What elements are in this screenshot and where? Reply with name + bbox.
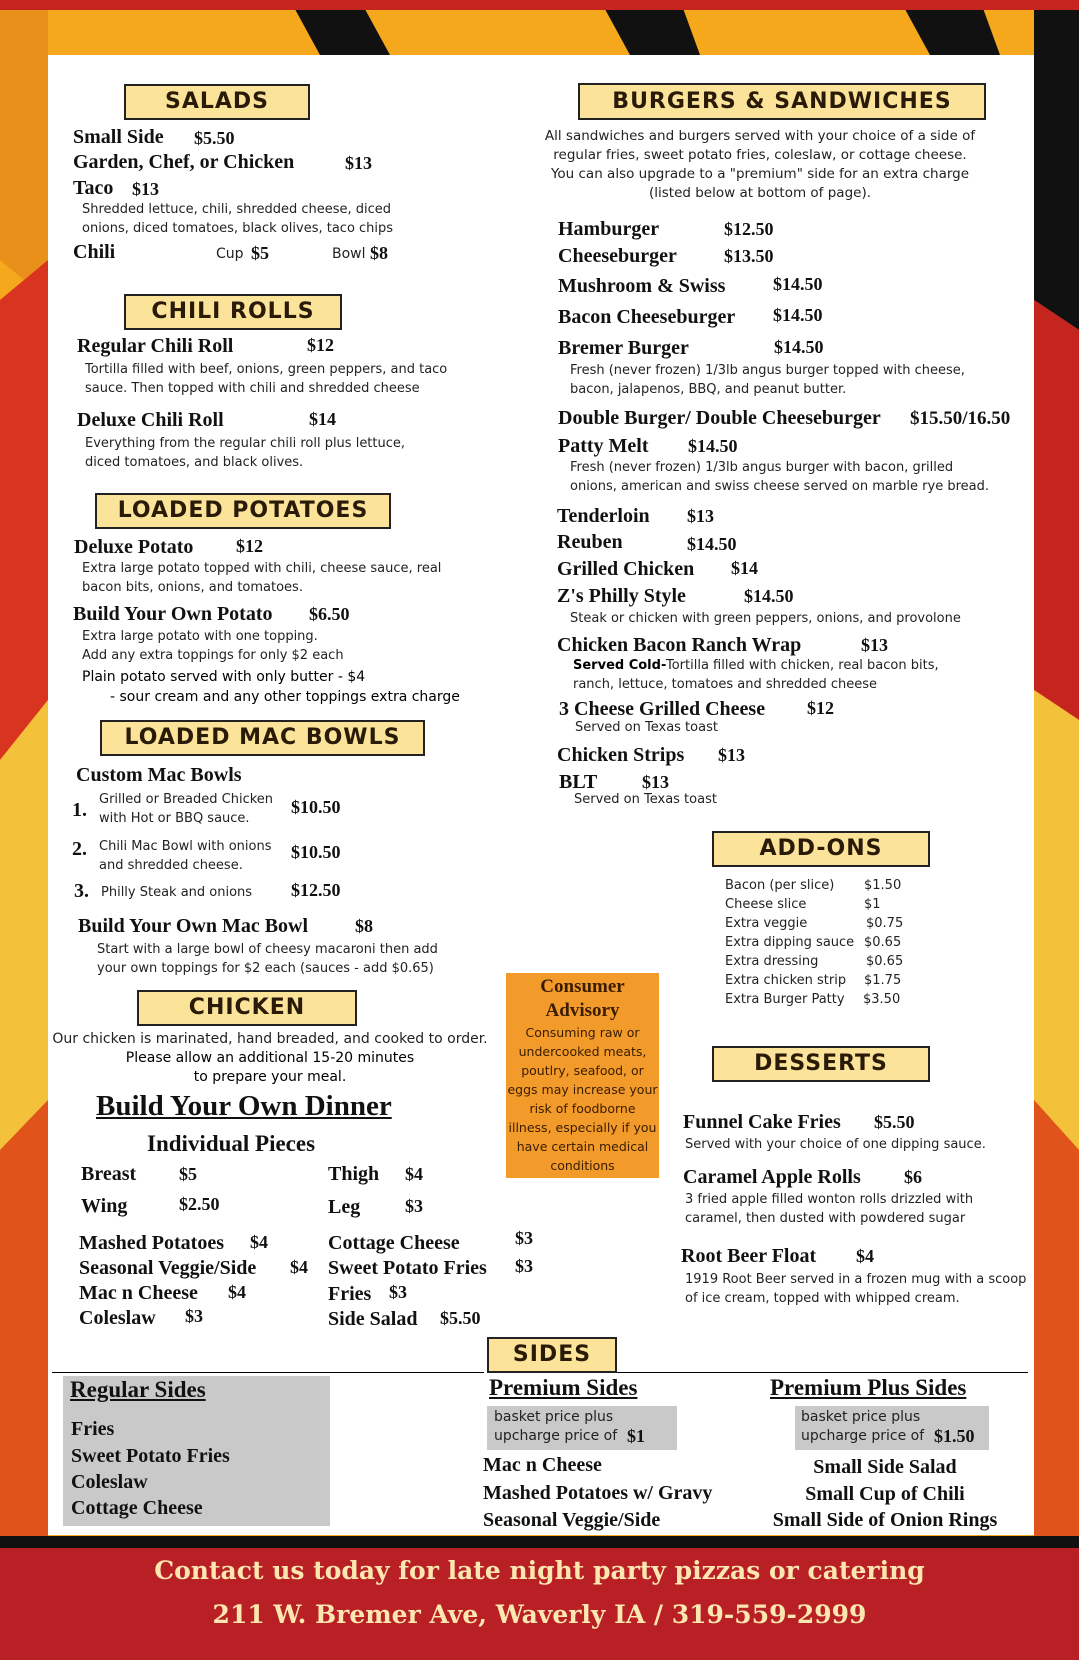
piece-breast-name: Breast <box>81 1163 137 1185</box>
footer-black-band <box>0 1536 1079 1548</box>
tenderloin-price: $13 <box>687 506 714 526</box>
chili-bowl-label: Bowl <box>332 246 366 262</box>
loaded-potatoes-header: LOADED POTATOES <box>95 493 391 529</box>
piece-wing-price: $2.50 <box>179 1194 220 1214</box>
small-side-name: Small Side <box>73 126 164 148</box>
addon-price: $1.75 <box>864 973 902 988</box>
addon-name: Extra chicken strip <box>725 973 847 988</box>
blt-desc: Served on Texas toast <box>574 792 717 807</box>
reuben-name: Reuben <box>557 531 623 553</box>
addon-price: $0.65 <box>866 954 904 969</box>
grilled-cheese-name: 3 Cheese Grilled Cheese <box>559 698 766 720</box>
taco-salad-desc: Shredded lettuce, chili, shredded cheese, diced onions, diced tomatoes, black olives, taco chips <box>82 202 394 236</box>
premium-plus-note-2: upcharge price of <box>801 1428 925 1444</box>
burgers-intro-1: All sandwiches and burgers served with your choice of a side of <box>544 128 976 144</box>
addon-price: $1 <box>864 897 881 912</box>
garden-salad-name: Garden, Chef, or Chicken <box>73 151 295 173</box>
regular-side-item: Fries <box>71 1418 115 1440</box>
deluxe-chili-roll-desc: Everything from the regular chili roll plus lettuce, diced tomatoes, and black olives. <box>85 436 406 470</box>
byo-potato-desc-1: Extra large potato with one topping. <box>82 629 318 644</box>
addon-name: Bacon (per slice) <box>725 878 835 893</box>
advisory-line: eggs may increase your <box>507 1082 658 1097</box>
bremer-burger-name: Bremer Burger <box>558 337 689 359</box>
byo-mac-price: $8 <box>355 916 373 936</box>
side-mac-price: $4 <box>228 1282 246 1302</box>
reuben-price: $14.50 <box>687 534 737 554</box>
double-burger-name: Double Burger/ Double Cheeseburger <box>558 407 881 429</box>
loaded-mac-bowls-header: LOADED MAC BOWLS <box>100 720 425 756</box>
grilled-cheese-price: $12 <box>807 698 834 718</box>
chili-bowl-price: $8 <box>370 243 388 263</box>
addon-name: Extra dressing <box>725 954 819 969</box>
burgers-intro-2: regular fries, sweet potato fries, coleslaw, or cottage cheese. <box>553 147 967 163</box>
philly-desc: Steak or chicken with green peppers, onions, and provolone <box>570 611 961 626</box>
side-sweet-potato-name: Sweet Potato Fries <box>328 1257 487 1279</box>
mushroom-swiss-price: $14.50 <box>773 274 823 294</box>
advisory-line: poutlry, seafood, or <box>521 1063 644 1078</box>
consumer-advisory-box <box>506 973 659 1178</box>
bacon-cheeseburger-name: Bacon Cheeseburger <box>558 306 736 328</box>
advisory-line: Consuming raw or <box>525 1025 640 1040</box>
chicken-header: CHICKEN <box>137 990 357 1026</box>
wrap-price: $13 <box>861 635 888 655</box>
premium-upcharge: $1 <box>627 1426 645 1446</box>
deluxe-potato-price: $12 <box>236 536 263 556</box>
regular-chili-roll-name: Regular Chili Roll <box>77 335 234 357</box>
byo-potato-desc-4: - sour cream and any other toppings extra charge <box>110 689 460 705</box>
regular-side-item: Cottage Cheese <box>71 1497 203 1519</box>
wrap-cold: Served Cold- <box>573 658 667 673</box>
sides-divider-left <box>52 1372 484 1373</box>
mac-item-2-num: 2. <box>72 838 87 860</box>
footer-contact-line: Contact us today for late night party pizzas or catering <box>154 1556 925 1585</box>
taco-salad-price: $13 <box>132 179 159 199</box>
burgers-header: BURGERS & SANDWICHES <box>578 83 986 120</box>
deluxe-potato-name: Deluxe Potato <box>74 536 194 558</box>
chicken-info-2: Please allow an additional 15-20 minutes <box>125 1050 415 1066</box>
grilled-chicken-name: Grilled Chicken <box>557 558 695 580</box>
premium-side-item: Mac n Cheese <box>483 1454 602 1476</box>
patty-melt-desc-2: onions, american and swiss cheese served on marble rye bread. <box>570 479 989 494</box>
deluxe-chili-roll-name: Deluxe Chili Roll <box>77 409 224 431</box>
mac-item-1-num: 1. <box>72 799 87 821</box>
wrap-desc-2: ranch, lettuce, tomatoes and shredded cheese <box>573 677 877 692</box>
addon-name: Extra dipping sauce <box>725 935 855 950</box>
small-side-price: $5.50 <box>194 128 235 148</box>
side-salad-price: $5.50 <box>440 1308 481 1328</box>
salads-header: SALADS <box>124 84 310 120</box>
byo-potato-desc-3: Plain potato served with only butter - $4 <box>82 669 366 685</box>
cheeseburger-name: Cheeseburger <box>558 245 677 267</box>
regular-sides-title: Regular Sides <box>70 1377 206 1402</box>
garden-salad-price: $13 <box>345 153 372 173</box>
advisory-line: illness, especially if you <box>508 1120 657 1135</box>
mac-item-1-line2: with Hot or BBQ sauce. <box>99 811 250 826</box>
byo-potato-name: Build Your Own Potato <box>73 603 273 625</box>
bremer-burger-desc-1: Fresh (never frozen) 1/3lb angus burger topped with cheese, <box>570 363 965 378</box>
piece-wing-name: Wing <box>81 1195 128 1217</box>
grilled-cheese-desc: Served on Texas toast <box>575 720 718 735</box>
advisory-title-2: Advisory <box>545 1000 620 1021</box>
root-beer-float-desc-1: 1919 Root Beer served in a frozen mug with a scoop <box>685 1272 1027 1287</box>
individual-pieces-title: Individual Pieces <box>147 1131 316 1156</box>
regular-chili-roll-desc: Tortilla filled with beef, onions, green peppers, and taco sauce. Then topped with chili and shredded cheese <box>85 362 448 396</box>
side-mashed-price: $4 <box>250 1232 268 1252</box>
cheeseburger-price: $13.50 <box>724 246 774 266</box>
advisory-line: risk of foodborne <box>529 1101 636 1116</box>
mac-item-3-num: 3. <box>74 880 89 902</box>
piece-thigh-name: Thigh <box>328 1163 380 1185</box>
burgers-intro-3: You can also upgrade to a "premium" side for an extra charge <box>550 166 970 182</box>
bremer-burger-price: $14.50 <box>774 337 824 357</box>
side-mashed-name: Mashed Potatoes <box>79 1232 224 1254</box>
build-your-own-dinner-title: Build Your Own Dinner <box>96 1090 392 1122</box>
regular-side-item: Coleslaw <box>71 1471 148 1493</box>
piece-leg-price: $3 <box>405 1196 423 1216</box>
root-beer-float-price: $4 <box>856 1246 874 1266</box>
regular-side-item: Sweet Potato Fries <box>71 1445 230 1467</box>
patty-melt-price: $14.50 <box>688 436 738 456</box>
side-mac-name: Mac n Cheese <box>79 1282 198 1304</box>
advisory-title-1: Consumer <box>540 976 625 997</box>
premium-plus-side-item: Small Side Salad <box>813 1456 957 1478</box>
patty-melt-desc-1: Fresh (never frozen) 1/3lb angus burger with bacon, grilled <box>570 460 954 475</box>
chili-rolls-header: CHILI ROLLS <box>124 294 342 330</box>
side-fries-price: $3 <box>389 1282 407 1302</box>
premium-note-1: basket price plus <box>494 1409 614 1425</box>
caramel-apple-name: Caramel Apple Rolls <box>683 1166 861 1188</box>
caramel-apple-desc-2: caramel, then dusted with powdered sugar <box>685 1211 966 1226</box>
philly-name: Z's Philly Style <box>557 585 686 607</box>
side-coleslaw-name: Coleslaw <box>79 1307 156 1329</box>
sides-divider-right <box>614 1372 1028 1373</box>
premium-plus-side-item: Small Side of Onion Rings <box>772 1509 998 1531</box>
premium-side-item: Seasonal Veggie/Side <box>483 1509 661 1531</box>
chili-cup-label: Cup <box>216 246 244 262</box>
addon-name: Extra veggie <box>725 916 808 931</box>
hamburger-name: Hamburger <box>558 218 660 240</box>
addon-name: Cheese slice <box>725 897 807 912</box>
mac-item-2-line1: Chili Mac Bowl with onions <box>99 839 272 854</box>
taco-salad-name: Taco <box>73 177 114 199</box>
mac-item-2-line2: and shredded cheese. <box>99 858 243 873</box>
premium-plus-upcharge: $1.50 <box>934 1426 975 1446</box>
mac-item-1-price: $10.50 <box>291 797 341 817</box>
byo-potato-desc-2: Add any extra toppings for only $2 each <box>82 648 344 663</box>
chicken-strips-name: Chicken Strips <box>557 744 685 766</box>
funnel-cake-price: $5.50 <box>874 1112 915 1132</box>
deluxe-potato-desc: Extra large potato topped with chili, cheese sauce, real bacon bits, onions, and tomatoes. <box>82 561 442 595</box>
wrap-name: Chicken Bacon Ranch Wrap <box>557 634 802 656</box>
piece-leg-name: Leg <box>328 1196 361 1218</box>
premium-sides-title: Premium Sides <box>489 1375 638 1400</box>
premium-plus-note-1: basket price plus <box>801 1409 921 1425</box>
grilled-chicken-price: $14 <box>731 558 758 578</box>
mac-item-1-line1: Grilled or Breaded Chicken <box>99 792 274 807</box>
addon-price: $1.50 <box>864 878 902 893</box>
root-beer-float-name: Root Beer Float <box>681 1245 817 1267</box>
mac-item-3-line1: Philly Steak and onions <box>101 885 253 900</box>
root-beer-float-desc-2: of ice cream, topped with whipped cream. <box>685 1291 960 1306</box>
side-cottage-price: $3 <box>515 1228 533 1248</box>
byo-potato-price: $6.50 <box>309 604 350 624</box>
custom-mac-bowls-title: Custom Mac Bowls <box>76 764 242 786</box>
addons-header: ADD-ONS <box>712 831 930 867</box>
chicken-info-3: to prepare your meal. <box>193 1069 347 1085</box>
caramel-apple-desc-1: 3 fried apple filled wonton rolls drizzled with <box>685 1192 974 1207</box>
chicken-strips-price: $13 <box>718 745 745 765</box>
side-veggie-name: Seasonal Veggie/Side <box>79 1257 257 1279</box>
deluxe-chili-roll-price: $14 <box>309 409 336 429</box>
wrap-desc-1: Tortilla filled with chicken, real bacon bits, <box>666 658 939 673</box>
desserts-header: DESSERTS <box>712 1046 930 1082</box>
premium-plus-title: Premium Plus Sides <box>770 1375 967 1400</box>
addon-price: $3.50 <box>863 992 901 1007</box>
sides-header: SIDES <box>487 1337 617 1373</box>
premium-plus-side-item: Small Cup of Chili <box>805 1483 965 1505</box>
side-cottage-name: Cottage Cheese <box>328 1232 460 1254</box>
caramel-apple-price: $6 <box>904 1167 922 1187</box>
hamburger-price: $12.50 <box>724 219 774 239</box>
side-fries-name: Fries <box>328 1283 372 1305</box>
regular-chili-roll-price: $12 <box>307 335 334 355</box>
funnel-cake-name: Funnel Cake Fries <box>683 1111 841 1133</box>
side-sweet-potato-price: $3 <box>515 1256 533 1276</box>
mac-item-2-price: $10.50 <box>291 842 341 862</box>
advisory-line: conditions <box>550 1158 615 1173</box>
premium-side-item: Mashed Potatoes w/ Gravy <box>483 1482 713 1504</box>
piece-thigh-price: $4 <box>405 1164 423 1184</box>
addon-name: Extra Burger Patty <box>725 992 845 1007</box>
funnel-cake-desc: Served with your choice of one dipping sauce. <box>685 1137 986 1152</box>
footer-address-line: 211 W. Bremer Ave, Waverly IA / 319-559-2999 <box>212 1600 867 1629</box>
side-salad-name: Side Salad <box>328 1308 418 1330</box>
mac-item-3-price: $12.50 <box>291 880 341 900</box>
piece-breast-price: $5 <box>179 1164 197 1184</box>
chili-cup-price: $5 <box>251 243 269 263</box>
bremer-burger-desc-2: bacon, jalapenos, BBQ, and peanut butter. <box>570 382 847 397</box>
addon-price: $0.75 <box>866 916 904 931</box>
advisory-line: undercooked meats, <box>518 1044 647 1059</box>
blt-name: BLT <box>559 771 598 793</box>
chili-name: Chili <box>73 241 116 263</box>
side-coleslaw-price: $3 <box>185 1306 203 1326</box>
blt-price: $13 <box>642 772 669 792</box>
philly-price: $14.50 <box>744 586 794 606</box>
patty-melt-name: Patty Melt <box>558 435 649 457</box>
advisory-line: have certain medical <box>516 1139 649 1154</box>
burgers-intro-4: (listed below at bottom of page). <box>648 185 872 201</box>
double-burger-price: $15.50/16.50 <box>910 408 1011 429</box>
addon-price: $0.65 <box>864 935 902 950</box>
side-veggie-price: $4 <box>290 1257 308 1277</box>
mushroom-swiss-name: Mushroom & Swiss <box>558 275 726 297</box>
premium-note-2: upcharge price of <box>494 1428 618 1444</box>
tenderloin-name: Tenderloin <box>557 505 650 527</box>
byo-mac-desc: Start with a large bowl of cheesy macaroni then add your own toppings for $2 each (sauces - add $0.65) <box>97 942 438 976</box>
bacon-cheeseburger-price: $14.50 <box>773 305 823 325</box>
chicken-info-1: Our chicken is marinated, hand breaded, and cooked to order. <box>52 1031 488 1047</box>
byo-mac-name: Build Your Own Mac Bowl <box>78 915 309 937</box>
